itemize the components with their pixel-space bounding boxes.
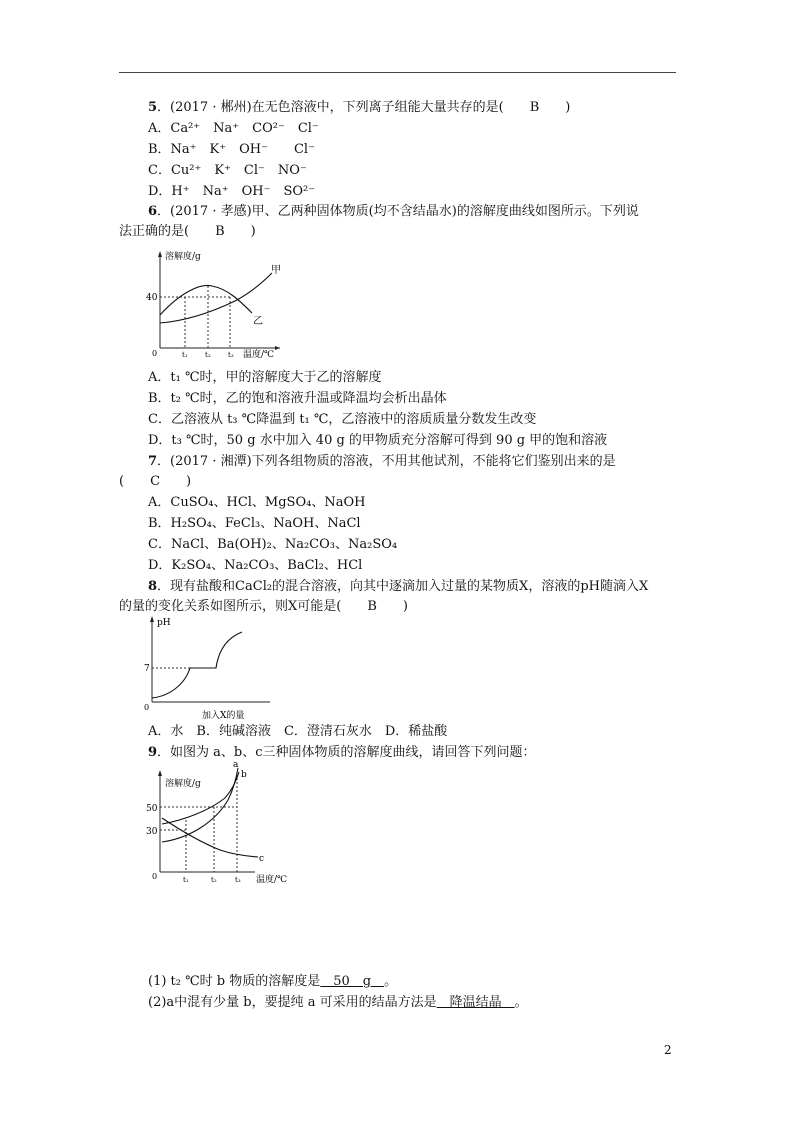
q9-label-a: a bbox=[233, 760, 239, 770]
q6-xtick-t1: t₁ bbox=[182, 351, 188, 359]
q6-option-c: C．乙溶液从 t₃ ℃降温到 t₁ ℃，乙溶液中的溶质质量分数发生改变 bbox=[148, 412, 537, 427]
page-number: 2 bbox=[664, 1043, 672, 1057]
q9-ytick-50: 50 bbox=[146, 804, 158, 814]
q6-label-yi: 乙 bbox=[253, 316, 263, 327]
q5-stem: 5．(2017 · 郴州)在无色溶液中，下列离子组能大量共存的是( B ) bbox=[148, 100, 571, 115]
q9-xtick-t2: t₂ bbox=[211, 876, 217, 884]
q7-option-c: C．NaCl、Ba(OH)₂、Na₂CO₃、Na₂SO₄ bbox=[148, 537, 398, 552]
q9-sub2-answer: 降温结晶 bbox=[436, 995, 515, 1010]
q7-option-d: D．K₂SO₄、Na₂CO₃、BaCl₂、HCl bbox=[148, 558, 363, 573]
q8-ph-figure bbox=[140, 614, 280, 722]
q6-stem-line1: 6．(2017 · 孝感)甲、乙两种固体物质(均不含结晶水)的溶解度曲线如图所示。下列说 bbox=[148, 204, 639, 219]
q5-option-b: B．Na⁺ K⁺ OH⁻ Cl⁻ bbox=[148, 142, 315, 157]
q9-y-arrow bbox=[158, 770, 162, 776]
q5-option-c: C．Cu²⁺ K⁺ Cl⁻ NO⁻ bbox=[148, 163, 307, 178]
q7-option-b: B．H₂SO₄、FeCl₃、NaOH、NaCl bbox=[148, 516, 361, 531]
q8-stem-line1: 8．现有盐酸和CaCl₂的混合溶液，向其中逐滴加入过量的某物质X，溶液的pH随滴入X bbox=[148, 579, 649, 594]
q6-curve-yi bbox=[160, 285, 252, 315]
header-rule bbox=[119, 72, 676, 73]
q8-ytick-7: 7 bbox=[144, 664, 150, 674]
q6-option-b: B．t₂ ℃时，乙的饱和溶液升温或降温均会析出晶体 bbox=[148, 391, 447, 406]
q9-sub1: (1) t₂ ℃时 b 物质的溶解度是 50 g 。 bbox=[148, 974, 398, 989]
q9-xlabel: 温度/℃ bbox=[256, 875, 288, 885]
q8-origin: 0 bbox=[144, 703, 150, 712]
q9-ylabel: 溶解度/g bbox=[165, 779, 201, 789]
q9-xtick-t1: t₁ bbox=[183, 876, 189, 884]
q6-solubility-figure bbox=[140, 243, 290, 363]
q5-option-a: A．Ca²⁺ Na⁺ CO²⁻ Cl⁻ bbox=[148, 121, 319, 136]
q9-stem: 9．如图为 a、b、c三种固体物质的溶解度曲线，请回答下列问题： bbox=[148, 745, 536, 760]
q6-xtick-t2: t₂ bbox=[205, 351, 211, 359]
q6-xtick-t3: t₃ bbox=[228, 351, 234, 359]
q6-x-arrow bbox=[275, 346, 280, 350]
q7-option-a: A．CuSO₄、HCl、MgSO₄、NaOH bbox=[148, 495, 366, 510]
q8-ph-curve bbox=[152, 632, 242, 698]
q6-stem-line2: 法正确的是( B ) bbox=[119, 224, 256, 239]
q9-sub1-answer: 50 g bbox=[320, 974, 385, 989]
q8-options: A．水 B．纯碱溶液 C．澄清石灰水 D．稀盐酸 bbox=[148, 724, 448, 739]
q7-stem-line1: 7．(2017 · 湘潭)下列各组物质的溶液，不用其他试剂，不能将它们鉴别出来的是 bbox=[148, 454, 616, 469]
q8-y-arrow bbox=[150, 616, 154, 622]
q6-option-d: D．t₃ ℃时，50 g 水中加入 40 g 的甲物质充分溶解可得到 90 g 甲的饱和溶液 bbox=[148, 433, 608, 448]
q8-stem-line2: 的量的变化关系如图所示，则X可能是( B ) bbox=[119, 599, 408, 614]
q6-xlabel: 温度/℃ bbox=[243, 350, 275, 360]
q8-ylabel: pH bbox=[157, 618, 171, 628]
q6-origin: 0 bbox=[152, 349, 158, 358]
q6-ylabel: 溶解度/g bbox=[165, 252, 201, 262]
q9-sub2: (2)a中混有少量 b，要提纯 a 可采用的结晶方法是 降温结晶 。 bbox=[148, 995, 528, 1010]
q6-option-a: A．t₁ ℃时，甲的溶解度大于乙的溶解度 bbox=[148, 370, 382, 385]
q6-ytick-40: 40 bbox=[146, 293, 158, 303]
q7-stem-line2: ( C ) bbox=[119, 474, 192, 489]
q9-origin: 0 bbox=[152, 872, 158, 881]
q9-solubility-figure bbox=[140, 760, 300, 888]
q6-y-arrow bbox=[158, 251, 162, 257]
q5-option-d: D．H⁺ Na⁺ OH⁻ SO²⁻ bbox=[148, 184, 316, 199]
q9-xtick-t3: t₃ bbox=[235, 876, 241, 884]
q8-xlabel: 加入X的量 bbox=[202, 711, 245, 721]
q9-curve-c bbox=[162, 818, 258, 857]
q6-label-jia: 甲 bbox=[271, 265, 281, 276]
q9-label-c: c bbox=[259, 854, 265, 864]
q9-ytick-30: 30 bbox=[146, 827, 158, 837]
q9-label-b: b bbox=[241, 770, 247, 780]
